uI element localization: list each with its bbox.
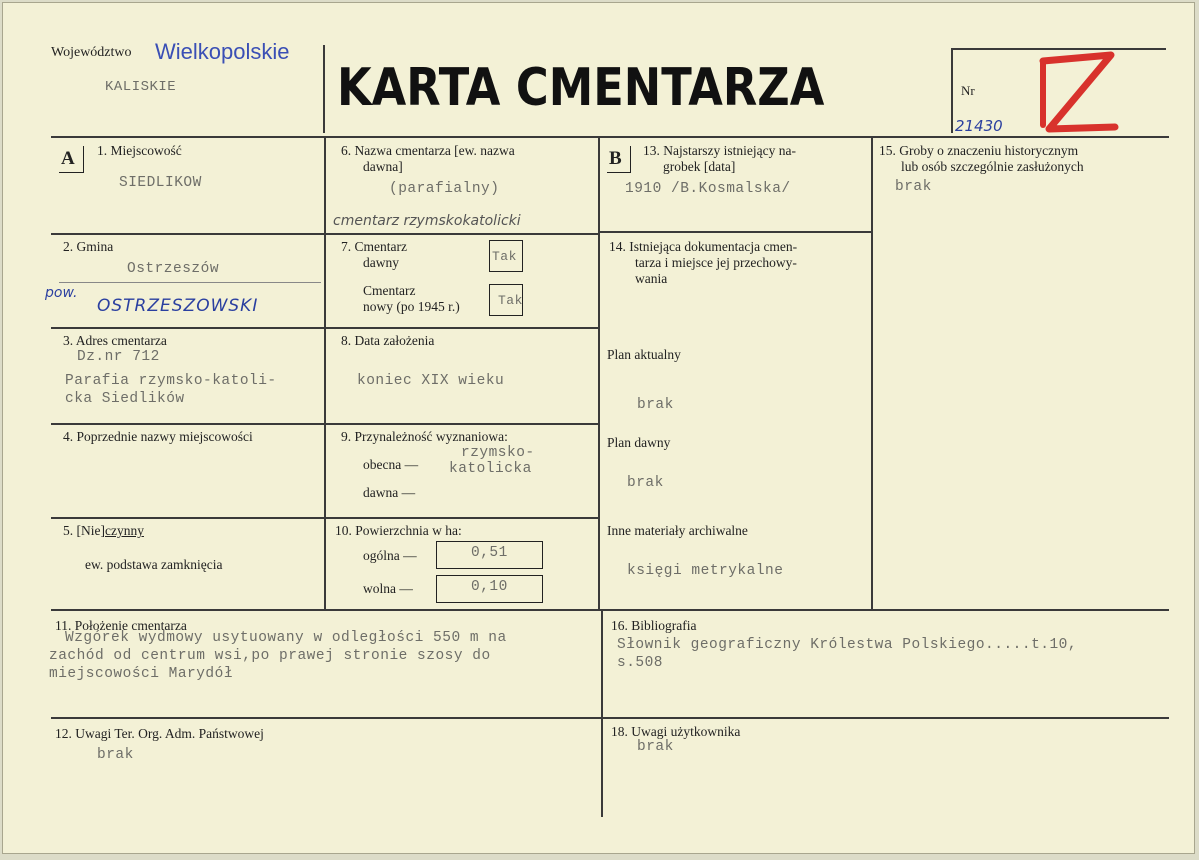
grid-line bbox=[324, 136, 326, 611]
field-2-underline bbox=[59, 282, 321, 283]
grid-line bbox=[51, 517, 599, 519]
plan-current-label: Plan aktualny bbox=[607, 347, 681, 362]
field-10-free-box bbox=[436, 575, 543, 603]
field-18-value: brak bbox=[637, 739, 674, 755]
plan-former-label: Plan dawny bbox=[607, 435, 671, 450]
grid-line bbox=[51, 233, 599, 235]
field-7-label-4: nowy (po 1945 r.) bbox=[363, 299, 460, 314]
field-5-nie: [Nie] bbox=[76, 523, 105, 538]
field-14-label-2: tarza i miejsce jej przechowy- bbox=[635, 255, 797, 270]
old-voivodeship: KALISKIE bbox=[105, 79, 177, 95]
field-2-label: 2. Gmina bbox=[63, 239, 114, 254]
field-16-label: 16. Bibliografia bbox=[611, 618, 697, 633]
field-7-label-3: Cmentarz bbox=[363, 283, 416, 298]
field-10-free-label: wolna — bbox=[363, 581, 413, 596]
page-title: KARTA CMENTARZA bbox=[337, 58, 825, 118]
header-divider bbox=[323, 45, 325, 133]
field-7-box-former-value: Tak bbox=[492, 249, 517, 264]
field-12-value: brak bbox=[97, 747, 134, 763]
field-1-label: 1. Miejscowość bbox=[97, 143, 182, 158]
field-8-value: koniec XIX wieku bbox=[357, 373, 505, 389]
field-13-label-2: grobek [data] bbox=[663, 159, 736, 174]
field-5-sub: ew. podstawa zamknięcia bbox=[85, 557, 223, 572]
field-6-value-1: (parafialny) bbox=[389, 181, 500, 197]
field-6-label-1: 6. Nazwa cmentarza [ew. nazwa bbox=[341, 143, 515, 158]
field-16-line-2: s.508 bbox=[617, 655, 664, 671]
field-9-former-label: dawna — bbox=[363, 485, 416, 500]
field-5-czynny: czynny bbox=[104, 523, 144, 538]
field-15-label-1: 15. Groby o znaczeniu historycznym bbox=[879, 143, 1079, 158]
field-7-label-2: dawny bbox=[363, 255, 399, 270]
field-2-pow-label: pow. bbox=[45, 285, 78, 301]
nr-label: Nr bbox=[961, 83, 975, 98]
field-15-label-2: lub osób szczególnie zasłużonych bbox=[901, 159, 1084, 174]
field-6-value-2: cmentarz rzymskokatolicki bbox=[333, 213, 521, 229]
field-12-label: 12. Uwagi Ter. Org. Adm. Państwowej bbox=[55, 726, 264, 741]
cemetery-card bbox=[2, 2, 1195, 854]
field-13-label-1: 13. Najstarszy istniejący na- bbox=[643, 143, 796, 158]
field-2-value: Ostrzeszów bbox=[127, 261, 220, 277]
field-14-label-3: wania bbox=[635, 271, 668, 286]
section-a-marker: A bbox=[59, 146, 84, 173]
grid-line bbox=[599, 231, 871, 233]
field-3-label: 3. Adres cmentarza bbox=[63, 333, 167, 348]
voivodeship-label: Województwo bbox=[51, 45, 132, 60]
plan-former-value: brak bbox=[627, 475, 664, 491]
field-9-current-2: katolicka bbox=[449, 461, 532, 477]
field-10-label: 10. Powierzchnia w ha: bbox=[335, 523, 462, 538]
field-5-label bbox=[63, 523, 144, 538]
field-11-line-1: Wzgórek wydmowy usytuowany w odległości 550 m na bbox=[65, 630, 507, 646]
field-18-label: 18. Uwagi użytkownika bbox=[611, 724, 741, 739]
field-14-label-1: 14. Istniejąca dokumentacja cmen- bbox=[609, 239, 798, 254]
grid-line bbox=[601, 717, 1169, 719]
plan-current-value: brak bbox=[637, 397, 674, 413]
field-10-free-value: 0,10 bbox=[471, 579, 508, 595]
grid-line bbox=[51, 136, 1169, 138]
grid-line bbox=[51, 423, 599, 425]
field-9-label: 9. Przynależność wyznaniowa: bbox=[341, 429, 508, 444]
field-7-box-new-value: Tak bbox=[498, 293, 523, 308]
section-b-marker: B bbox=[607, 146, 631, 173]
grid-line bbox=[51, 717, 601, 719]
field-10-total-value: 0,51 bbox=[471, 545, 508, 561]
grid-line bbox=[598, 136, 600, 611]
other-materials-label: Inne materiały archiwalne bbox=[607, 523, 748, 538]
field-10-total-box bbox=[436, 541, 543, 569]
field-1-value: SIEDLIKOW bbox=[119, 175, 202, 191]
red-z-mark bbox=[1033, 47, 1119, 137]
field-13-value: 1910 /B.Kosmalska/ bbox=[625, 181, 791, 197]
field-6-label-2: dawna] bbox=[363, 159, 403, 174]
field-15-value: brak bbox=[895, 179, 932, 195]
field-2-pow-value: OSTRZESZOWSKI bbox=[97, 296, 259, 316]
field-3-line-2: Parafia rzymsko-katoli- bbox=[65, 373, 277, 389]
field-11-line-3: miejscowości Marydół bbox=[49, 666, 234, 682]
field-11-label: 11. Położenie cmentarza bbox=[55, 618, 187, 633]
field-3-line-3: cka Siedlików bbox=[65, 391, 185, 407]
nr-left-line bbox=[951, 48, 953, 133]
field-16-line-1: Słownik geograficzny Królestwa Polskiego.....t.10, bbox=[617, 637, 1078, 653]
other-materials-value: księgi metrykalne bbox=[627, 563, 784, 579]
field-10-total-label: ogólna — bbox=[363, 548, 417, 563]
field-7-box-new bbox=[489, 284, 523, 316]
grid-line bbox=[51, 609, 1169, 611]
field-4-label: 4. Poprzednie nazwy miejscowości bbox=[63, 429, 253, 444]
nr-value: 21430 bbox=[955, 117, 1003, 135]
field-9-current-1: rzymsko- bbox=[461, 445, 535, 461]
field-3-line-1: Dz.nr 712 bbox=[77, 349, 160, 365]
field-11-line-2: zachód od centrum wsi,po prawej stronie szosy do bbox=[49, 648, 491, 664]
field-7-box-former bbox=[489, 240, 523, 272]
field-8-label: 8. Data założenia bbox=[341, 333, 435, 348]
field-9-current-label: obecna — bbox=[363, 457, 419, 472]
voivodeship-stamp: Wielkopolskie bbox=[155, 39, 290, 64]
grid-line bbox=[601, 609, 603, 817]
grid-line bbox=[871, 136, 873, 611]
grid-line bbox=[51, 327, 599, 329]
field-5-number: 5. bbox=[63, 523, 74, 538]
field-7-label-1: 7. Cmentarz bbox=[341, 239, 407, 254]
